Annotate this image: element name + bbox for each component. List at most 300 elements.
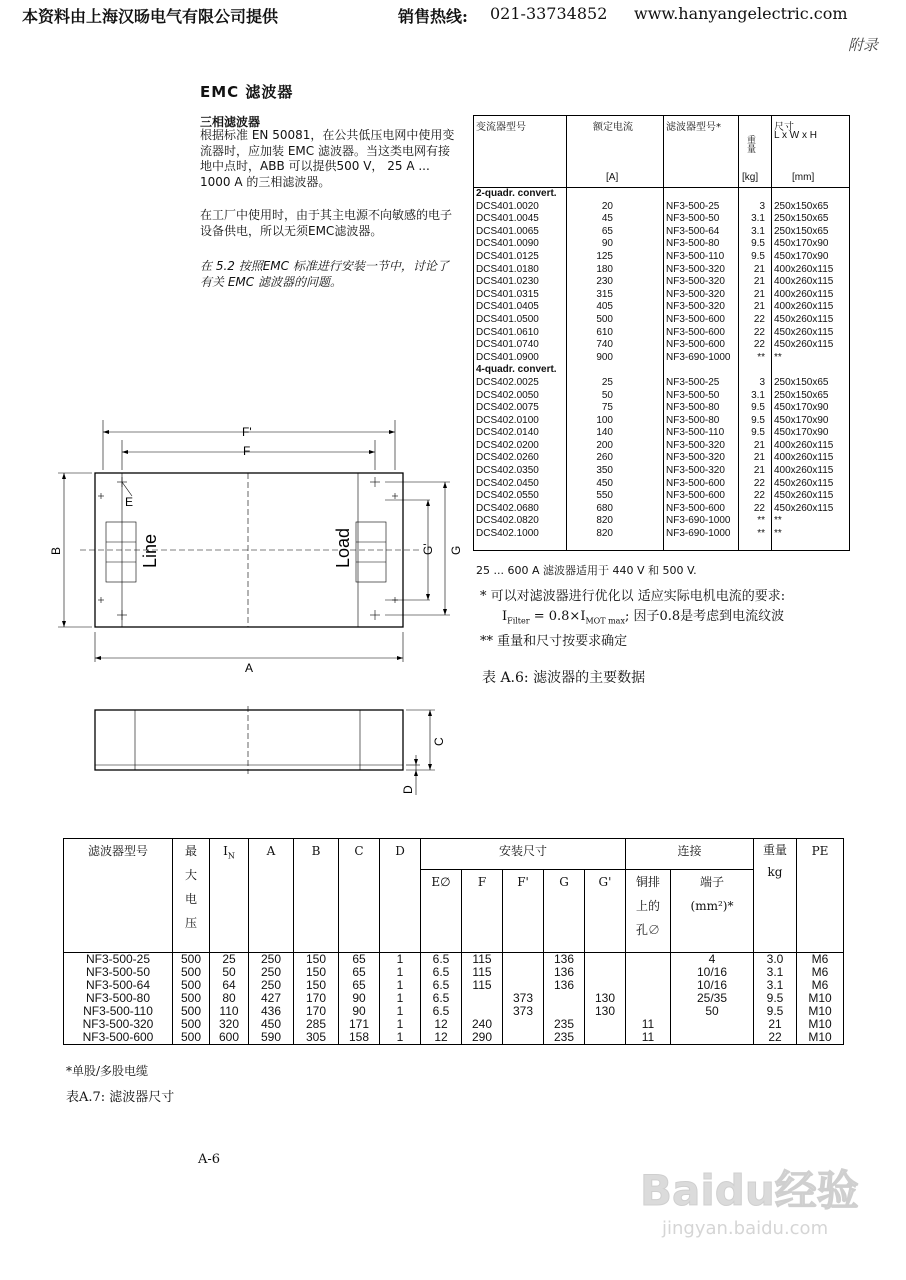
spec-cell-model: DCS402.1000 — [476, 528, 539, 540]
spec-cell-size: 400x260x115 — [774, 276, 834, 288]
spec-header-current: 额定电流 — [593, 122, 633, 133]
note-weight-size: ** 重量和尺寸按要求确定 — [480, 633, 628, 649]
dims-cell: 25 — [210, 953, 249, 967]
dims-cell: NF3-500-110 — [64, 1005, 173, 1018]
dims-cell: 65 — [339, 979, 380, 992]
spec-row — [473, 251, 850, 264]
spec-cell-model: DCS401.0610 — [476, 326, 539, 338]
dims-cell: 250 — [249, 966, 294, 979]
spec-cell-weight: 9.5 — [751, 414, 765, 426]
dims-cell: 500 — [173, 979, 210, 992]
dims-cell: 500 — [173, 966, 210, 979]
spec-header-size: 尺寸 — [774, 122, 794, 133]
dims-cell: 450 — [249, 1018, 294, 1031]
spec-cell-size: 400x260x115 — [774, 288, 834, 300]
dims-cell: 6.5 — [421, 992, 462, 1005]
dims-cell: 285 — [294, 1018, 339, 1031]
load-side-label: Load — [333, 527, 353, 568]
spec-cell-filter: NF3-500-320 — [666, 263, 725, 275]
table-caption-a7: 表A.7: 滤波器尺寸 — [66, 1090, 175, 1105]
dims-cell — [585, 1031, 626, 1045]
dims-cell: NF3-500-80 — [64, 992, 173, 1005]
dims-cell: 6.5 — [421, 979, 462, 992]
spec-cell-model: DCS401.0500 — [476, 313, 539, 325]
spec-cell-filter: NF3-500-110 — [666, 427, 725, 439]
spec-cell-model: DCS402.0025 — [476, 376, 539, 388]
spec-cell-current: 820 — [596, 528, 613, 540]
dims-cell: 80 — [210, 992, 249, 1005]
intro-paragraph-2: 在工厂中使用时，由于其主电源不向敏感的电子设备供电，所以无须EMC滤波器。 — [200, 208, 453, 238]
dims-cell: 130 — [585, 1005, 626, 1018]
table-caption-a6: 表 A.6: 滤波器的主要数据 — [482, 670, 646, 686]
dims-header-pe: PE — [797, 839, 844, 953]
dims-cell: 22 — [754, 1031, 797, 1045]
dims-cell: 6.5 — [421, 966, 462, 979]
dims-header-b: B — [294, 839, 339, 953]
spec-cell-model: DCS401.0315 — [476, 288, 539, 300]
spec-cell-size: 450x260x115 — [774, 313, 834, 325]
spec-header-size-dims: L x W x H — [774, 130, 817, 141]
dims-cell: 1 — [380, 1018, 421, 1031]
page-title: EMC 滤波器 — [200, 83, 294, 101]
spec-cell-weight: 22 — [753, 477, 765, 489]
dims-cell: NF3-500-64 — [64, 979, 173, 992]
spec-row — [473, 427, 850, 440]
spec-cell-size: 450x170x90 — [774, 427, 829, 439]
subtitle: 三相滤波器 — [200, 115, 261, 129]
spec-cell-filter: NF3-690-1000 — [666, 515, 731, 527]
spec-cell-current: 500 — [596, 313, 613, 325]
dims-cell: 320 — [210, 1018, 249, 1031]
spec-cell-size: 450x170x90 — [774, 402, 829, 414]
dims-cell: 50 — [671, 1005, 754, 1018]
dims-cell: 90 — [339, 1005, 380, 1018]
spec-row — [473, 213, 850, 226]
page-number: A-6 — [198, 1152, 221, 1167]
dims-cell: 64 — [210, 979, 249, 992]
dims-cell: M6 — [797, 966, 844, 979]
spec-cell-size: 400x260x115 — [774, 465, 834, 477]
dims-cell — [626, 979, 671, 992]
dim-label-c: C — [432, 737, 446, 746]
spec-row — [473, 201, 850, 214]
dims-cell: 250 — [249, 979, 294, 992]
spec-row — [473, 490, 850, 503]
website-url: www.hanyangelectric.com — [634, 4, 848, 23]
dims-cell: 290 — [462, 1031, 503, 1045]
dims-cell: 1 — [380, 953, 421, 967]
spec-cell-weight: 21 — [753, 301, 765, 313]
spec-cell-filter: NF3-500-320 — [666, 439, 725, 451]
dim-label-f: F — [243, 444, 251, 458]
dims-cell: 590 — [249, 1031, 294, 1045]
dims-cell: 600 — [210, 1031, 249, 1045]
spec-group-2quadr: 2-quadr. convert. — [476, 188, 557, 199]
spec-cell-weight: ** — [757, 351, 765, 363]
spec-notes — [480, 587, 785, 652]
dims-cell: 115 — [462, 966, 503, 979]
dims-cell: 500 — [173, 1018, 210, 1031]
spec-cell-current: 180 — [596, 263, 613, 275]
hotline-label: 销售热线: — [398, 7, 468, 26]
spec-cell-model: DCS401.0065 — [476, 225, 539, 237]
spec-row — [473, 314, 850, 327]
dims-cell: M10 — [797, 992, 844, 1005]
spec-cell-model: DCS401.0125 — [476, 250, 539, 262]
spec-cell-model: DCS402.0820 — [476, 515, 539, 527]
spec-header-filter: 滤波器型号* — [666, 122, 721, 133]
spec-row — [473, 339, 850, 352]
spec-cell-current: 200 — [596, 439, 613, 451]
spec-cell-size: 450x170x90 — [774, 250, 829, 262]
spec-cell-weight: 22 — [753, 326, 765, 338]
spec-cell-weight: 21 — [753, 465, 765, 477]
spec-cell-size: 400x260x115 — [774, 263, 834, 275]
spec-cell-weight: 3 — [759, 376, 765, 388]
dims-cell: 170 — [294, 992, 339, 1005]
spec-cell-size: 450x260x115 — [774, 477, 834, 489]
dims-cell: 235 — [544, 1018, 585, 1031]
spec-row — [473, 402, 850, 415]
line-side-label: Line — [140, 533, 160, 568]
dims-cell: 1 — [380, 1005, 421, 1018]
dims-cell: M6 — [797, 953, 844, 967]
spec-cell-size: 400x260x115 — [774, 439, 834, 451]
spec-cell-size: 450x170x90 — [774, 238, 829, 250]
spec-cell-filter: NF3-500-320 — [666, 465, 725, 477]
spec-cell-model: DCS402.0100 — [476, 414, 539, 426]
dims-cell: 436 — [249, 1005, 294, 1018]
dims-cell — [626, 992, 671, 1005]
dims-cell: 11 — [626, 1031, 671, 1045]
spec-cell-model: DCS401.0740 — [476, 339, 539, 351]
dims-header-hole: 铜排 上的 孔∅ — [626, 870, 671, 953]
spec-cell-filter: NF3-500-110 — [666, 250, 725, 262]
spec-cell-model: DCS401.0090 — [476, 238, 539, 250]
spec-cell-weight: ** — [757, 515, 765, 527]
dims-cell: 1 — [380, 979, 421, 992]
section-label: 附录 — [847, 36, 878, 54]
dims-cell: 1 — [380, 1031, 421, 1045]
provider-text: 本资料由上海汉旸电气有限公司提供 — [22, 7, 279, 26]
dims-row — [64, 1031, 844, 1045]
dims-row — [64, 953, 844, 967]
spec-row — [473, 515, 850, 528]
spec-cell-size: ** — [774, 351, 782, 363]
spec-row — [473, 440, 850, 453]
spec-cell-model: DCS402.0075 — [476, 402, 539, 414]
spec-cell-weight: 3.1 — [751, 213, 765, 225]
dims-cell: 250 — [249, 953, 294, 967]
dims-cell: 3.0 — [754, 953, 797, 967]
dims-cell: 500 — [173, 953, 210, 967]
dims-cell — [462, 992, 503, 1005]
spec-row — [473, 452, 850, 465]
spec-row — [473, 301, 850, 314]
spec-unit-weight: [kg] — [742, 172, 759, 183]
spec-cell-weight: 3 — [759, 200, 765, 212]
dims-cell: 130 — [585, 992, 626, 1005]
spec-cell-model: DCS402.0140 — [476, 427, 539, 439]
dims-cell: M10 — [797, 1031, 844, 1045]
spec-row — [473, 289, 850, 302]
spec-cell-filter: NF3-500-320 — [666, 452, 725, 464]
dims-cell: 171 — [339, 1018, 380, 1031]
dims-cell: M6 — [797, 979, 844, 992]
spec-cell-filter: NF3-500-600 — [666, 490, 725, 502]
filter-dimension-drawing — [40, 410, 463, 810]
dims-header-e: E∅ — [421, 870, 462, 953]
spec-cell-filter: NF3-500-25 — [666, 200, 720, 212]
spec-cell-current: 350 — [596, 465, 613, 477]
dims-header-mount: 安装尺寸 — [421, 839, 626, 870]
dims-header-model: 滤波器型号 — [64, 839, 173, 953]
dim-label-g-prime: G' — [421, 543, 435, 555]
spec-cell-filter: NF3-500-600 — [666, 313, 725, 325]
dims-cell: 115 — [462, 953, 503, 967]
spec-row — [473, 264, 850, 277]
spec-cell-weight: 22 — [753, 502, 765, 514]
spec-table-note: 25 ... 600 A 滤波器适用于 440 V 和 500 V. — [476, 564, 697, 577]
spec-cell-filter: NF3-500-600 — [666, 477, 725, 489]
dims-cell: 12 — [421, 1018, 462, 1031]
dims-cell: 10/16 — [671, 966, 754, 979]
spec-table-body — [473, 188, 850, 541]
dims-cell: 115 — [462, 979, 503, 992]
spec-cell-model: DCS401.0045 — [476, 213, 539, 225]
spec-cell-current: 75 — [601, 402, 613, 414]
note-optimize: * 可以对滤波器进行优化以 适应实际电机电流的要求: — [480, 589, 786, 604]
spec-cell-weight: 22 — [753, 490, 765, 502]
spec-row — [473, 415, 850, 428]
dims-cell — [503, 1018, 544, 1031]
spec-row — [473, 238, 850, 251]
spec-cell-model: DCS402.0200 — [476, 439, 539, 451]
dims-cell — [671, 1018, 754, 1031]
dim-label-f-prime: F' — [242, 425, 252, 439]
dims-cell — [585, 953, 626, 967]
dim-label-d: D — [401, 785, 415, 794]
dims-cell: 150 — [294, 979, 339, 992]
dims-cell — [585, 1018, 626, 1031]
dims-cell: NF3-500-25 — [64, 953, 173, 967]
spec-cell-current: 45 — [601, 213, 613, 225]
dims-cell: 50 — [210, 966, 249, 979]
dims-cell: 6.5 — [421, 1005, 462, 1018]
spec-cell-model: DCS402.0260 — [476, 452, 539, 464]
spec-cell-weight: 21 — [753, 452, 765, 464]
spec-cell-current: 740 — [596, 339, 613, 351]
spec-cell-current: 450 — [596, 477, 613, 489]
dims-header-c: C — [339, 839, 380, 953]
spec-cell-current: 315 — [596, 288, 613, 300]
watermark — [640, 1158, 880, 1268]
dims-cell: 3.1 — [754, 966, 797, 979]
spec-row — [473, 377, 850, 390]
spec-unit-size: [mm] — [792, 172, 815, 183]
spec-cell-current: 50 — [601, 389, 613, 401]
dims-cell: 9.5 — [754, 992, 797, 1005]
watermark-brand: Baidu经验 — [640, 1166, 859, 1215]
spec-cell-model: DCS402.0350 — [476, 465, 539, 477]
spec-cell-weight: 9.5 — [751, 402, 765, 414]
spec-row — [473, 226, 850, 239]
spec-cell-size: 450x260x115 — [774, 490, 834, 502]
top-banner — [0, 4, 906, 26]
dims-cell: M10 — [797, 1005, 844, 1018]
dims-cell: 427 — [249, 992, 294, 1005]
spec-cell-size: ** — [774, 515, 782, 527]
dims-header-g: G — [544, 870, 585, 953]
spec-header-weight: 重量 — [745, 135, 755, 153]
spec-cell-size: 250x150x65 — [774, 225, 829, 237]
dims-cell: 136 — [544, 953, 585, 967]
dims-header-weight: 重量 kg — [754, 839, 797, 953]
spec-cell-filter: NF3-500-600 — [666, 326, 725, 338]
dims-cell: 110 — [210, 1005, 249, 1018]
dims-cell: 500 — [173, 992, 210, 1005]
dims-cell — [544, 992, 585, 1005]
spec-cell-current: 550 — [596, 490, 613, 502]
spec-cell-size: ** — [774, 528, 782, 540]
spec-cell-filter: NF3-500-80 — [666, 238, 720, 250]
spec-row — [473, 465, 850, 478]
dims-cell: M10 — [797, 1018, 844, 1031]
spec-cell-model: DCS401.0405 — [476, 301, 539, 313]
spec-cell-size: 250x150x65 — [774, 389, 829, 401]
spec-cell-size: 450x260x115 — [774, 339, 834, 351]
dims-cell: 136 — [544, 966, 585, 979]
intro-paragraph-1: 根据标准 EN 50081，在公共低压电网中使用变流器时，应加装 EMC 滤波器。当这类电网有接地中点时，ABB 可以提供500 V， 25 A ... 1000 A 的三相滤波器。 — [200, 128, 455, 189]
spec-cell-filter: NF3-500-80 — [666, 402, 720, 414]
filter-dimensions-table — [63, 838, 844, 1045]
spec-row — [473, 276, 850, 289]
dims-cell: 3.1 — [754, 979, 797, 992]
dims-header-conn: 连接 — [626, 839, 754, 870]
spec-cell-size: 450x170x90 — [774, 414, 829, 426]
spec-unit-current: [A] — [606, 172, 619, 183]
spec-cell-current: 65 — [601, 225, 613, 237]
dims-cell — [503, 1031, 544, 1045]
spec-row — [473, 478, 850, 491]
dims-header-g-prime: G' — [585, 870, 626, 953]
dims-cell: 150 — [294, 966, 339, 979]
dims-cell — [503, 953, 544, 967]
spec-cell-filter: NF3-690-1000 — [666, 528, 731, 540]
spec-cell-filter: NF3-500-320 — [666, 288, 725, 300]
dims-cell: 235 — [544, 1031, 585, 1045]
dims-cell — [671, 1031, 754, 1045]
watermark-url: jingyan.baidu.com — [662, 1218, 829, 1239]
spec-cell-model: DCS401.0020 — [476, 200, 539, 212]
spec-row — [473, 390, 850, 403]
dim-label-g: G — [449, 545, 463, 555]
spec-row — [473, 503, 850, 516]
dims-cell: 10/16 — [671, 979, 754, 992]
spec-cell-weight: 22 — [753, 339, 765, 351]
dims-cell — [585, 966, 626, 979]
spec-group-4quadr: 4-quadr. convert. — [476, 364, 557, 376]
dims-cell: 500 — [173, 1005, 210, 1018]
spec-cell-current: 140 — [596, 427, 613, 439]
spec-cell-weight: 21 — [753, 439, 765, 451]
spec-cell-current: 230 — [596, 276, 613, 288]
spec-cell-weight: 22 — [753, 313, 765, 325]
dim-label-a: A — [245, 661, 254, 675]
spec-cell-filter: NF3-500-320 — [666, 301, 725, 313]
spec-cell-size: 450x260x115 — [774, 326, 834, 338]
dims-cell: 90 — [339, 992, 380, 1005]
spec-cell-model: DCS402.0050 — [476, 389, 539, 401]
spec-cell-weight: ** — [757, 528, 765, 540]
dims-cell: 65 — [339, 966, 380, 979]
spec-cell-filter: NF3-500-50 — [666, 389, 720, 401]
dims-header-in: $I_N$ — [210, 839, 249, 953]
dims-cell: 21 — [754, 1018, 797, 1031]
spec-cell-current: 820 — [596, 515, 613, 527]
dims-header-maxv: 最 大 电 压 — [173, 839, 210, 953]
spec-cell-weight: 9.5 — [751, 238, 765, 250]
spec-cell-filter: NF3-500-25 — [666, 376, 720, 388]
spec-cell-current: 125 — [596, 250, 613, 262]
dims-cell: 12 — [421, 1031, 462, 1045]
spec-cell-model: DCS402.0550 — [476, 490, 539, 502]
dims-cell: 305 — [294, 1031, 339, 1045]
spec-cell-filter: NF3-500-600 — [666, 502, 725, 514]
spec-cell-current: 100 — [596, 414, 613, 426]
dims-cell — [626, 953, 671, 967]
intro-paragraph-3: 在 5.2 按照EMC 标准进行安装一节中，讨论了有关 EMC 滤波器的问题。 — [200, 259, 449, 289]
dims-header-f-prime: F' — [503, 870, 544, 953]
spec-cell-current: 25 — [601, 376, 613, 388]
dims-header-terminal: 端子 (mm²)* — [671, 870, 754, 953]
dims-cell — [503, 966, 544, 979]
spec-cell-current: 900 — [596, 351, 613, 363]
spec-cell-model: DCS402.0680 — [476, 502, 539, 514]
spec-cell-size: 450x260x115 — [774, 502, 834, 514]
spec-cell-filter: NF3-500-50 — [666, 213, 720, 225]
dims-header-f: F — [462, 870, 503, 953]
spec-cell-weight: 3.1 — [751, 389, 765, 401]
spec-row — [473, 352, 850, 365]
spec-cell-weight: 21 — [753, 288, 765, 300]
dims-cell: 1 — [380, 966, 421, 979]
dims-cell: 6.5 — [421, 953, 462, 967]
spec-cell-filter: NF3-500-320 — [666, 276, 725, 288]
spec-cell-size: 250x150x65 — [774, 376, 829, 388]
dims-cell: 500 — [173, 1031, 210, 1045]
dim-label-b: B — [49, 546, 63, 555]
dims-footnote: *单股/多股电缆 — [66, 1064, 149, 1078]
spec-cell-model: DCS402.0450 — [476, 477, 539, 489]
spec-row — [473, 327, 850, 340]
spec-cell-size: 250x150x65 — [774, 213, 829, 225]
spec-cell-filter: NF3-500-600 — [666, 339, 725, 351]
dims-cell: 373 — [503, 1005, 544, 1018]
spec-row — [473, 528, 850, 541]
dim-label-e: E — [125, 495, 134, 509]
spec-cell-model: DCS401.0230 — [476, 276, 539, 288]
spec-cell-current: 90 — [601, 238, 613, 250]
dims-cell: NF3-500-50 — [64, 966, 173, 979]
spec-cell-weight: 21 — [753, 276, 765, 288]
dims-cell: 65 — [339, 953, 380, 967]
spec-cell-weight: 21 — [753, 263, 765, 275]
spec-cell-current: 20 — [601, 200, 613, 212]
spec-cell-weight: 9.5 — [751, 250, 765, 262]
spec-cell-filter: NF3-690-1000 — [666, 351, 731, 363]
dims-cell: NF3-500-320 — [64, 1018, 173, 1031]
